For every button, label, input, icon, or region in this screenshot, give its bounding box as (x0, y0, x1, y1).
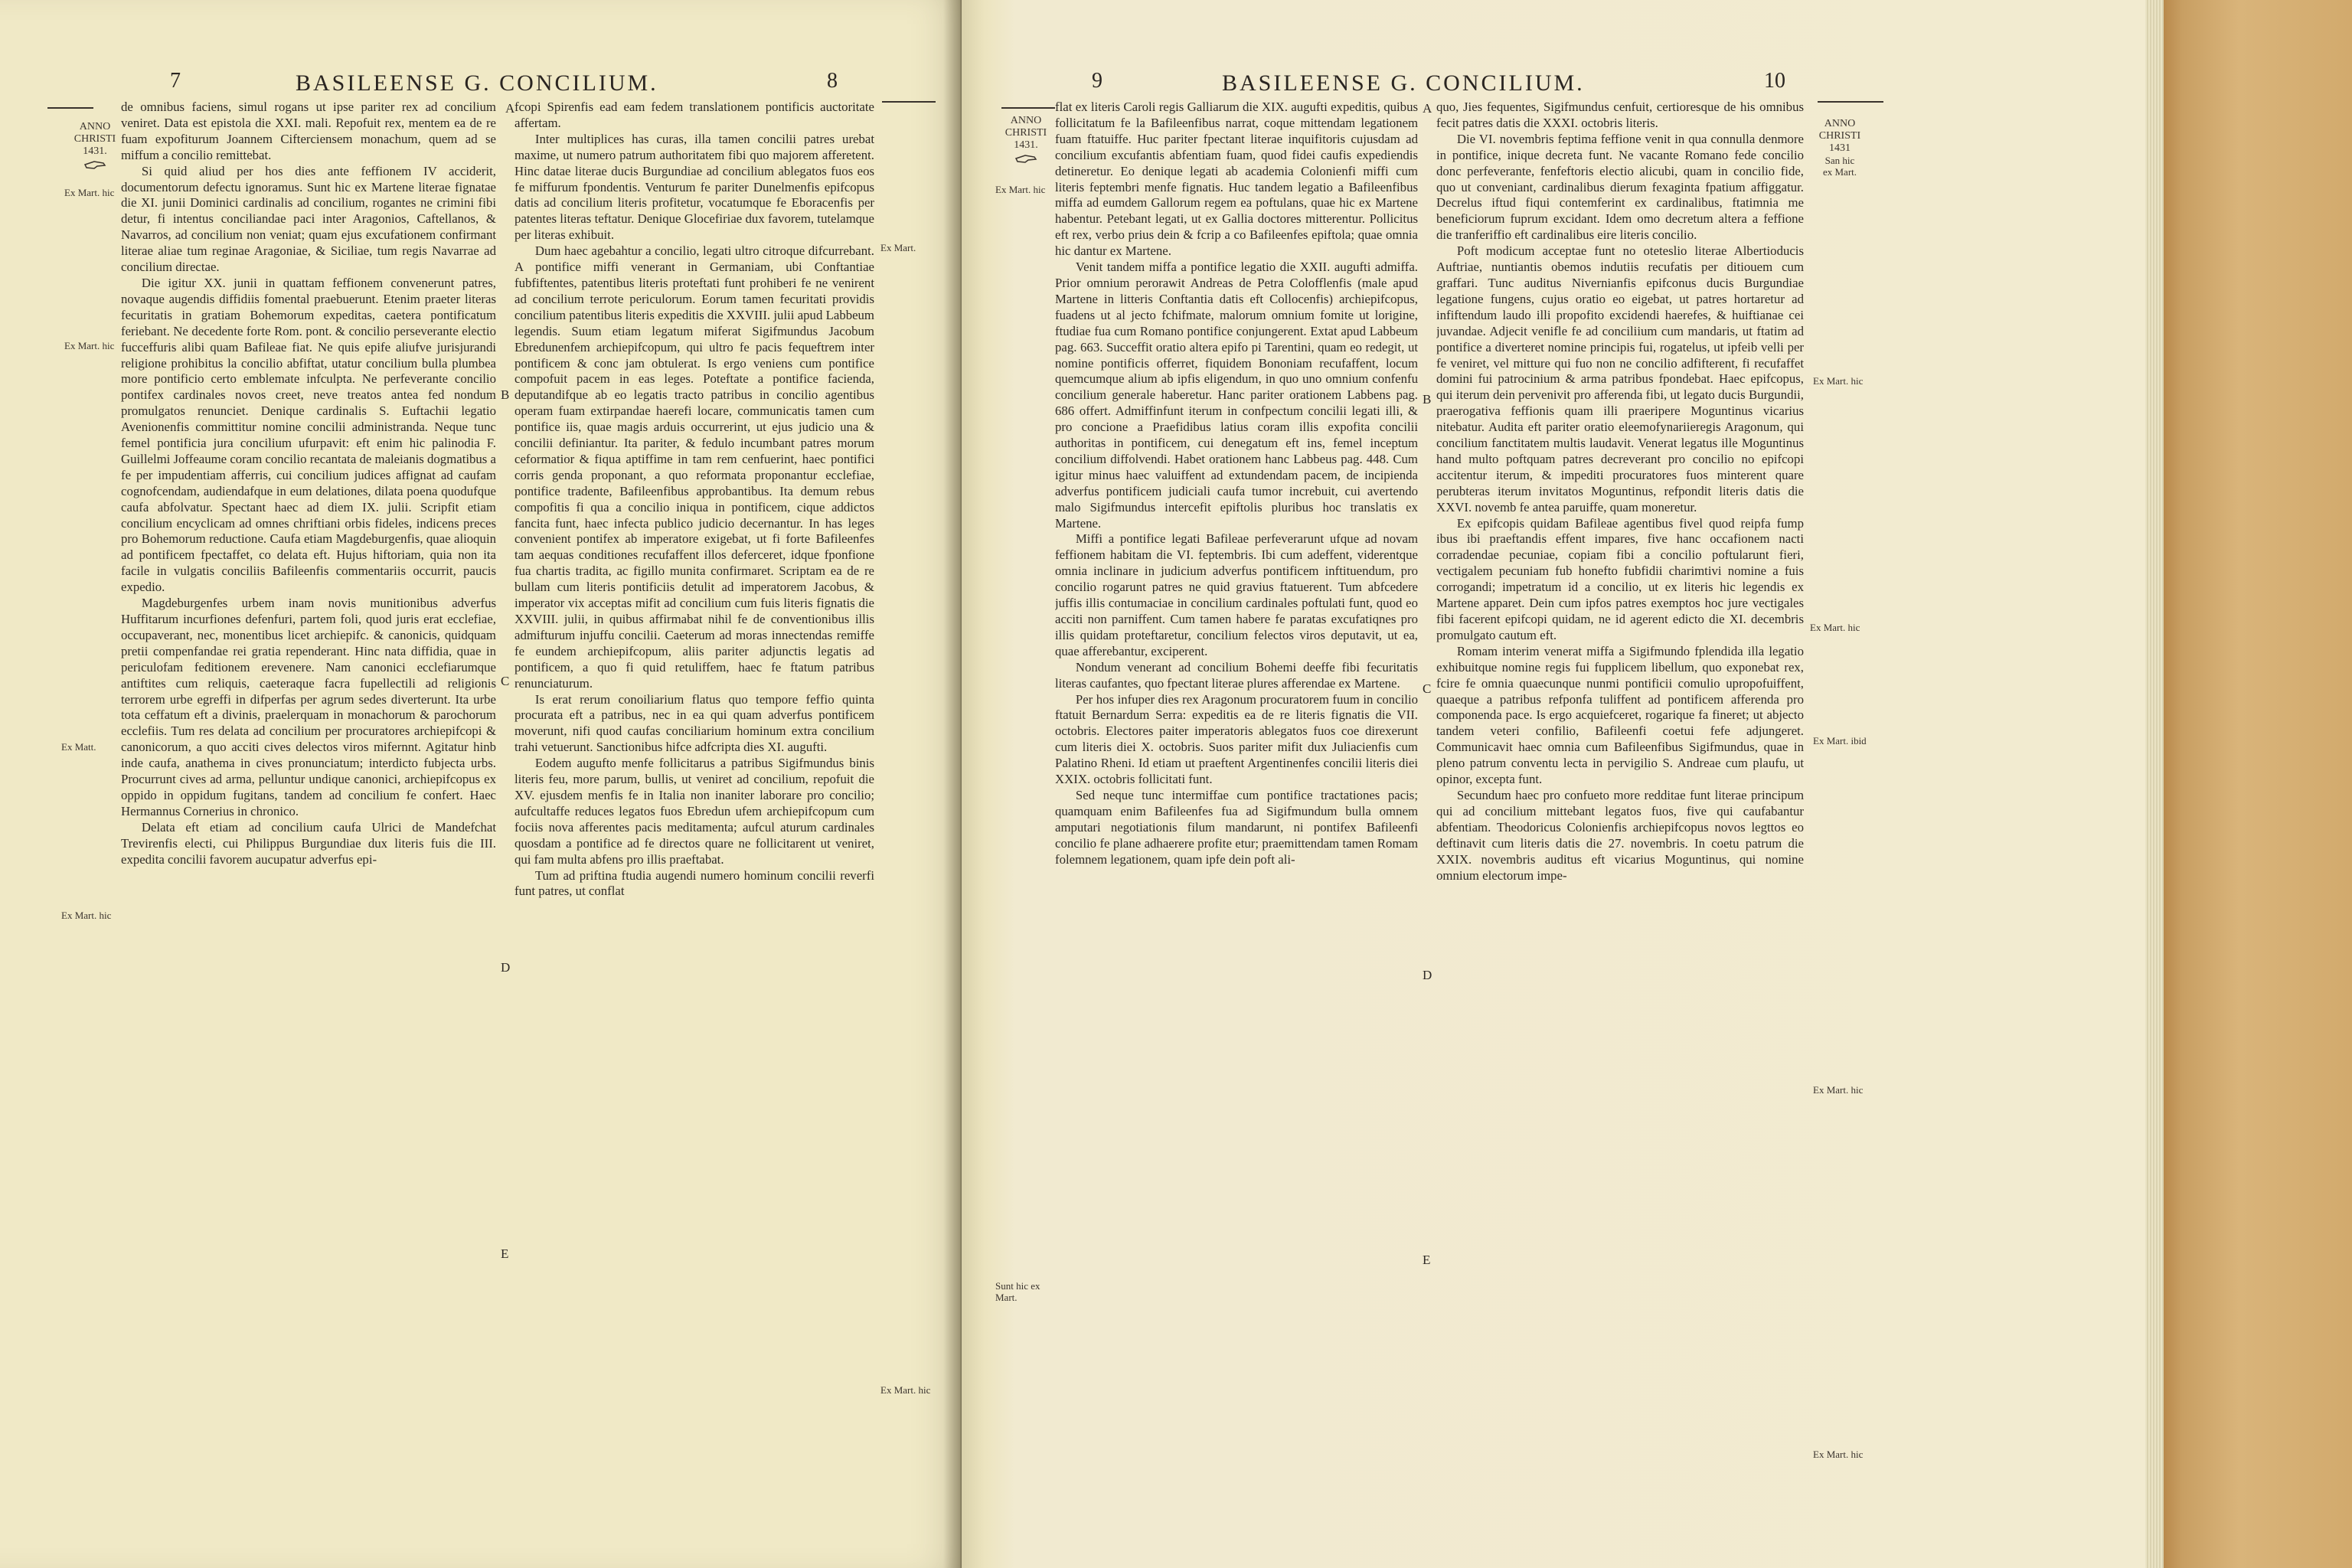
paragraph: Die VI. novembris feptima feffione venit in qua connulla denmore in pontifice, inique decreta funt. Ne vacante Romano fede concilio donc perfeverante, fenfeftoris electio alicubi, quam in concilio fide, quo ut conveniant, cardinalibus dierum fexaginta fpatium affiggatur. Decrelus iftud fiqui contemferint ex cardinalibus, ftatimnia me beneficiorum fuprum excidant. Idem omo decretum altera a feffione die tranferiffio eft cardinalibus eire literis concilio. (1436, 131, 1804, 243)
paragraph: de omnibus faciens, simul rogans ut ipse pariter rex ad concilium veniret. Data est epistola die XXI. mali. Repofuit rex, mentem ea de re fuam expofiturum Joannem Cifterciensem monachum, quem ad se miffum a concilio remittebat. (121, 100, 496, 162)
paragraph: Dum haec agebahtur a concilio, legati ultro citroque difcurrebant. A pontifice miffi venerant in Germaniam, ubi Conftantiae fubfiftentes, patentibus literis proteftati funt prohiberi fe ne venirent ad concilium terrote periculorum. Eorum tamen fecuritati providis concilium patentibus literis expeditis die XXVIII. julii apud Labbeum legendis. Suum etiam legatum miferat Sigifmundus Jacobum Ebredunenfem archiepifcopum, qui ultro fe pacis fequeftrem inter pontificem & conc jam obtulerat. Is ergo veniens cum pontifice compofuit pacem in eas leges. Poteftate a pontifice facienda, deputandifque ab eo legatis tracto patribus in concilio agentibus operam fuam extirpandae haerefi locare, communicatis tamen cum pontifice iis, quae magis arduis occurrerint, ut ejus judicio una & concilii definiantur. Ita pariter, & fedulo incumbant patres morum ceformatior & fiqua aptiffime in tam rem cenfuerint, haec pontifici corris genda proponant, a quo reformata proponantur ecclefiae, pontifice tradente, Bafileenfibus approbantibus. Ita demum rebus compofitis fi qua a concilio iniqua in pontificem, cique addictos fancita funt, haec infecta publico judicio decernantur. In has leges convenient pontifex ab imperatore exigebat, ut fi forte Bafileenfes tam aequas conditiones recufaffent illos deferceret, idque fponfione fua chartis tradita, ac figillo munita confirmaret. Scriptam ea de re bullam cum literis pontificiis detulit ad imperatorem Jacobus, & imperator vix acceptas mifit ad concilium cum fuis literis fignatis die XXVIII. julii, in quibus affirmabat nihil fe de conventionibus illis admifturum injuffu concilii. Caeterum ad moras innectendas remiffe fe eundem archiepifcopum, aliis pariter adjunctis legatis ad pontificem, a quo fi quid retuliffem, haec fe ftatum patribus renunciaturum. (514, 243, 874, 691)
header-rule (1818, 101, 1883, 103)
page-number: 7 (170, 69, 181, 93)
section-letter: B (1423, 392, 1432, 407)
header-rule (1001, 107, 1055, 109)
paragraph: Die igitur XX. junii in quattam feffionem convenerunt patres, novaque augendis diffidiis fomental praebuerunt. Etenim praeter literas fecuritatis in gratiam Bohemorum expeditas, caetera pontificatum feriebant. Ne decedente forte Rom. pont. & concilio perseverante electio fucceffuris alibi quam Bafileae fiat. Ne quis epife aliufve jurisjurandi religione prohibitus la concilio abfiftat, utatur concilium bulla plumbea more pontificio certo emblemate infculpta. Ne perfeverante concilio pontifex cardinales novos creet, neve treatos antea fed nondum promulgatos renunciet. Denique cardinalis S. Euftachii legatio Avenionenfis committitur nomine concilii administranda. Neque tunc femel pontificia jura concilium ufurpavit: eft enim hic palinodia F. Guillelmi Joffeaume coram concilio recantata de maleianis dogmatibus a fe per impudentiam afferris, cui concilium judices affignat ad caufam cognofcendam, audiendafque in eum delationes, dilata poena quodufque caufa abfolvatur. Spectant haec ad diem IX. julii. Scripfit etiam concilium encyclicam ad omnes chriftiani orbis fideles, indicens preces pro Bohemorum reductione. Caufa etiam Magdeburgenfis, quae alioquin ad pontificem fpectaffet, co delata eft. Hujus hiftoriam, quia non ita facile in vulgatis conciliis Bafileenfis commentariis occurrit, paucis expedio. (121, 275, 496, 595)
section-letter: A (505, 101, 515, 116)
margin-note: Ex Matt. (61, 741, 96, 753)
margin-year: ANNO CHRISTI 1431. (70, 121, 119, 170)
section-letter: D (1423, 968, 1432, 982)
section-letter: A (1423, 101, 1432, 116)
margin-note: Ex Mart. hic (1813, 1449, 1864, 1460)
paragraph: Magdeburgenfes urbem inam novis munitionibus adverfus Huffitarum incurfiones defenfuri, partem foli, quod juris erat ecclefiae, occupaverant, nec, monentibus licet archiepifc. & canonicis, quidquam pretii compenfandae rei gratia rependerant. Hinc nata diffidia, quae in periculofam feditionem erevenere. Nam canonici ecclefiarumque antiftites cum reliquis, caeteraque facra fupellectili ad religionis terrorem urbe egreffi in difperfas per agrum sedes diverterunt. Ita urbe tota ceffatum eft a divinis, praelerquam in monachorum & parochorum ecclefiis. Tum res delata ad concilium per procuratores archiepifcopi & canonicorum, a quo acciti cives delectos viros mifernnt. Agitatur hinb inde caufa, anathema in cives pronunciatum; interdicto fubjecta urbs. Procurrunt cives ad arma, pelluntur undique canonici, archiepifcopus ex oppido in oppidum fugitans, tandem ad concilium fe confert. Haec Hermannus Cornerius in chronico. (121, 596, 496, 818)
page-number: 8 (827, 69, 838, 93)
margin-note: Ex Mart. hic (1813, 375, 1864, 387)
margin-year: ANNO CHRISTI 1431. (1001, 115, 1050, 164)
paragraph: Per hos infuper dies rex Aragonum procuratorem fuum in concilio ftatuit Bernardum Serra: expeditis ea de re literis fignatis die VII. octobris. Electores paiter imperatoris ablegatos fuos coe direxerunt cum literis diei X. octobris. Suos pariter mifit dux Juliacienfis cum Palatino Rheni. Id etiam ut praeftent Argentinenfes concilii literis diei XXIX. octobris follicitati funt. (1055, 691, 1418, 787)
section-letter: C (501, 674, 510, 688)
running-head: BASILEENSE G. CONCILIUM. (1222, 70, 1585, 96)
page-number: 10 (1764, 69, 1785, 93)
paragraph: Eodem augufto menfe follicitarus a patribus Sigifmundus binis literis feu, more parum, bullis, ut veniret ad concilium, repofuit die XV. ejusdem menfis fe in Italia non inaniter laborare pro concilio; aufcultaffe reduces legatos fuos Ebredun ufem archiepifcopum cum fociis nova afferentes pacis meditamenta; aufcul aturum cardinales quosdam a pontifice ad fe directos quare ne follicitarent ut veniret, qui fam multa abfens pro illis praeftabat. (514, 756, 874, 867)
paragraph: Is erat rerum conoiliarium flatus quo tempore feffio quinta procurata eft a patribus, nec in ea qui quam adverfus pontificem moverunt, nifi quod caufas conciliarium hominum extra concilium trahi vetuerunt. Sanctionibus hifce adfcripta dies XI. augufti. (514, 691, 874, 755)
page-edges (2145, 0, 2164, 1568)
running-head: BASILEENSE G. CONCILIUM. (296, 70, 658, 96)
margin-year: ANNO CHRISTI 1431 San hic ex Mart. (1818, 118, 1861, 178)
text-column-right (514, 100, 874, 1547)
paragraph: Miffi a pontifice legati Bafileae perfeverarunt ufque ad novam feffionem habitam die VI. feptembris. Ibi cum adeffent, viderentque omnia inclinare in judicium adverfus pontificem inftituendum, pro concilio rogarunt patres ne quid gravius ftatuerent. Tum abfcedere juffis illis contumaciae in concilium cardinales poftulati funt, quod eo acciti non parniffent. Cum tamen habere fe paratas excufatiqnes pro illis quidam proteftaretur, concilium felectos viros deputavit, ut ea, quae afferebantur, exciperent. (1055, 531, 1418, 658)
paragraph: Tum ad priftina ftudia augendi numero hominum concilii reverfi funt patres, ut conflat (514, 867, 874, 899)
text-column-right (1436, 100, 1804, 1547)
pointing-hand-icon (1014, 153, 1037, 164)
paragraph: Inter multiplices has curas, illa tamen concilii patres urebat maxime, ut numero patrum authoritatem fibi quo majorem afferetent. Hinc datae literae ducis Burgundiae ad concilium ablegatos fuos eos fe miffurum fpondentis. Venturum fe pariter Dunelmenfis epifcopus datis ad concilium literis profitetur, vocatumque fe Eboracenfis per patentes literas teftatur. Denique Glocefiriae dux favorem, tutelamque per literas exhibuit. (514, 131, 874, 243)
paragraph: Secundum haec pro confueto more redditae funt literae principum qui ad concilium mittebant legatos fuos, five qui caufabantur abfentiam. Theodoricus Colonienfis archiepifcopus novos legttos eo deftinavit cum literis datis die 27. novembris. In coetu patrum die XXIX. novembris auditus eft vicarius Moguntinus, qui nomine omnium electorum impe- (1436, 787, 1804, 883)
paragraph: Ex epifcopis quidam Bafileae agentibus fivel quod reipfa fump ibus ibi praeftandis effent impares, five hanc occafionem nacti corradendae pecuniae, copiam fibi a concilio poftularunt fieri, vectigalem pecuniam fub honefto fubfidii charimtivi nomine a fuis corrogandi; impetratum id a concilio, ut ex literis hic legendis ex Martene apparet. Dein cum ipfos patres exemptos hoc jure vectigales fibi facerent epifcopi quidam, ne id agerent edicto die XI. decembris promulgato cautum eft. (1436, 515, 1804, 642)
section-letter: C (1423, 681, 1432, 696)
margin-note: Ex Mart. hic (64, 340, 115, 351)
pointing-hand-icon (83, 159, 106, 170)
paragraph: fcopi Spirenfis ead eam fedem translationem pontificis auctoritate affertam. (514, 100, 874, 130)
margin-note: Ex Mart. hic (64, 187, 115, 198)
header-rule (882, 101, 936, 103)
paragraph: flat ex literis Caroli regis Galliarum die XIX. augufti expeditis, quibus follicitatum fe la Bafileenfibus narrat, coque mittendam legationem fuam ftatuiffe. Huc pariter fpectant literae inquifitoris cujusdam ad concilium excufantis abfentiam fuam, quod fidei caufis expediendis detineretur. Eo denique legati ab academia Colonienfi miffi cum literis feptembri menfe fignatis. Huc tandem legatio a Bafileenfibus miffa ad eumdem Gallorum regem ea poftulans, quae hic ex Martene habentur. Petebant legati, ut ex Gallia doctores mitterentur. Pollicitus eft rex, verbo prius dein & fcrip a co Bafileenfes epiftola; quae omnia hic dantur ex Martene. (1055, 100, 1418, 259)
margin-note: Ex Mart. hic (1813, 1084, 1864, 1096)
paragraph: Si quid aliud per hos dies ante feffionem IV acciderit, documentorum defectu ignoramus. Sunt hic ex Martene literae fignatae die XI. junii Dominici cardinalis ad concilium, rogantes ne crimini fibi detur, fi intentus conciliandae paci inter Aragonios, Caftellanos, & Navarros, ad concilium non veniat; quam ejus excufationem confirmant literae aliae tum reginae Aragoniae, & Siciliae, tum regis Navarrae ad concilium directae. (121, 163, 496, 275)
page-number: 9 (1092, 69, 1102, 93)
paragraph: Sed neque tunc intermiffae cum pontifice tractationes pacis; quamquam enim Bafileenfes fua ad Sigifmundum bulla omnem amputari negotiationis filum mandarunt, ni pontifex Bafileenfi concilio fe plane adhaerere profite etur; praemittendam tamen Romam folemnem legationem, quam ipfe dein poft ali- (1055, 787, 1418, 867)
margin-note: Ex Mart. (880, 242, 916, 253)
margin-note: Ex Mart. hic (880, 1384, 931, 1396)
header-rule (47, 107, 93, 109)
section-letter: E (1423, 1253, 1431, 1267)
section-letter: D (501, 960, 511, 975)
paragraph: Venit tandem miffa a pontifice legatio die XXII. augufti admiffa. Prior omnium perorawit Andreas de Petra Colofflenfis (male apud Martene in litteris Conftantia datis eft Collocenfis) archiepifcopus, fuadens ut al jecto fchifmate, malorum omnium fomite ut lorigine, ftudiae fua cum Romano pontifice conjungerent. Extat apud Labbeum pag. 663. Succeffit oratio altera epifo pi Tarentini, quam eo redegit, ut nomine pontificis offerret, fiquidem Bononiam recufaffent, locum quemcumque alium ab ipfis eligendum, in quo uno omnium confenfu concilium generale haberetur. Hanc pariter orationem Labbens pag. 686 offert. Admiffinfunt iterum in confpectum concilii legati illi, & pro concione a Praefidibus latius coram illis expofita concilii authoritas in pontificem, cui denegatum eft ins, femel inceptum concilium diffolvendi. Habet orationem hanc Labbeus pag. 448. Cum igitur minus haec valuiffent ad extundendam pacem, de incipienda adverfus pontificem judiciali caufa tumor increbuit, cui avertendo malo Sigifmundus intercefit epiftolis pluribus hoc translatis ex Martene. (1055, 260, 1418, 531)
margin-note: Ex Mart. hic (61, 910, 112, 921)
margin-note: Ex Mart. hic (1810, 622, 1860, 633)
book-cover (2164, 0, 2352, 1568)
paragraph: Delata eft etiam ad concilium caufa Ulrici de Mandefchat Trevirenfis electi, cui Philippus Burgundiae dux literis fuis die III. expedita concilii favorem aucupatur adverfus epi- (121, 819, 496, 867)
paragraph: Poft modicum acceptae funt no oteteslio literae Albertioducis Auftriae, nuntiantis obemos indutiis recufatis per ditiouem cum graffari. Tunc auditus Nivernianfis epifconus ducis Burgundiae legatione fungens, cujus oratio eo eigebat, ut patres hortaretur ad infiftendum laudo illi propofito excidendi haerefes, & huiftianae cei juvandae. Adjecit venifle fe ad conciliium cum mandaris, ut ftatim ad pontifice a diverteret nomine principis fui, rogatelus, ut ipfeib velli per fe veniret, vel mitture qui fuo non ne concilio adfifterent, fi recufaffet domini fui patrocinium & arma patribus fpondebat. Haec epifcopus, qui iterum dein pervenivit pro afferenda fibi, ut legato ducis Burgundii, praerogativa feffionis quam illi praeripere Moguntinus vicarius nitebatur. Audita eft pariter oratio eleemofynariieregis Aragonum, qui concilium fanctitatem multis laudavit. Venerat legatus ille Moguntinus hand multo poftquam patres decreverant pro concilio no epifcopi accitentur iterum, & impediti procuratores fuos minterent quare perubteras iterum invitatos Moguntinus, refpondit literis datis die XXVI. novemb fe antea paruiffe, quam moneretur. (1436, 243, 1804, 514)
paragraph: quo, Jies fequentes, Sigifmundus cenfuit, certioresque de his omnibus fecit patres datis die XXXI. octobris literis. (1436, 100, 1804, 130)
text-column-left (1055, 100, 1418, 1547)
right-page (962, 0, 2145, 1568)
section-letter: B (501, 387, 510, 402)
paragraph: Nondum venerant ad concilium Bohemi deeffe fibi fecuritatis literas caufantes, quo fpectant literae plures afferendae ex Martene. (1055, 659, 1418, 691)
margin-note: Sunt hic ex Mart. (995, 1280, 1040, 1303)
left-page (0, 0, 962, 1568)
paragraph: Romam interim venerat miffa a Sigifmundo fplendida illa legatio exhibuitque nomine regis fui fupplicem libellum, quo exponebat rex, fcire fe omnia quaecunque nunmi pontificii comulio upropofuiffent, quaeque a patribus refponfa tuliffent ad pontificem afferenda pro componenda pace. Is ergo acquiefceret, rogarique fa fineret; ut abjecto tandem veteri confilio, Bafileenfi coetui fefe adjungeret. Communicavit haec omnia cum Bafileenfibus Sigifmundus, quae in pleno patrum conventu lecta in pervigilio S. Andreae cum plaufu, ut opinor, excepta funt. (1436, 643, 1804, 787)
margin-note: Ex Mart. ibid (1813, 735, 1867, 746)
margin-note: Ex Mart. hic (995, 184, 1046, 195)
text-column-left (121, 100, 496, 1547)
section-letter: E (501, 1246, 509, 1261)
